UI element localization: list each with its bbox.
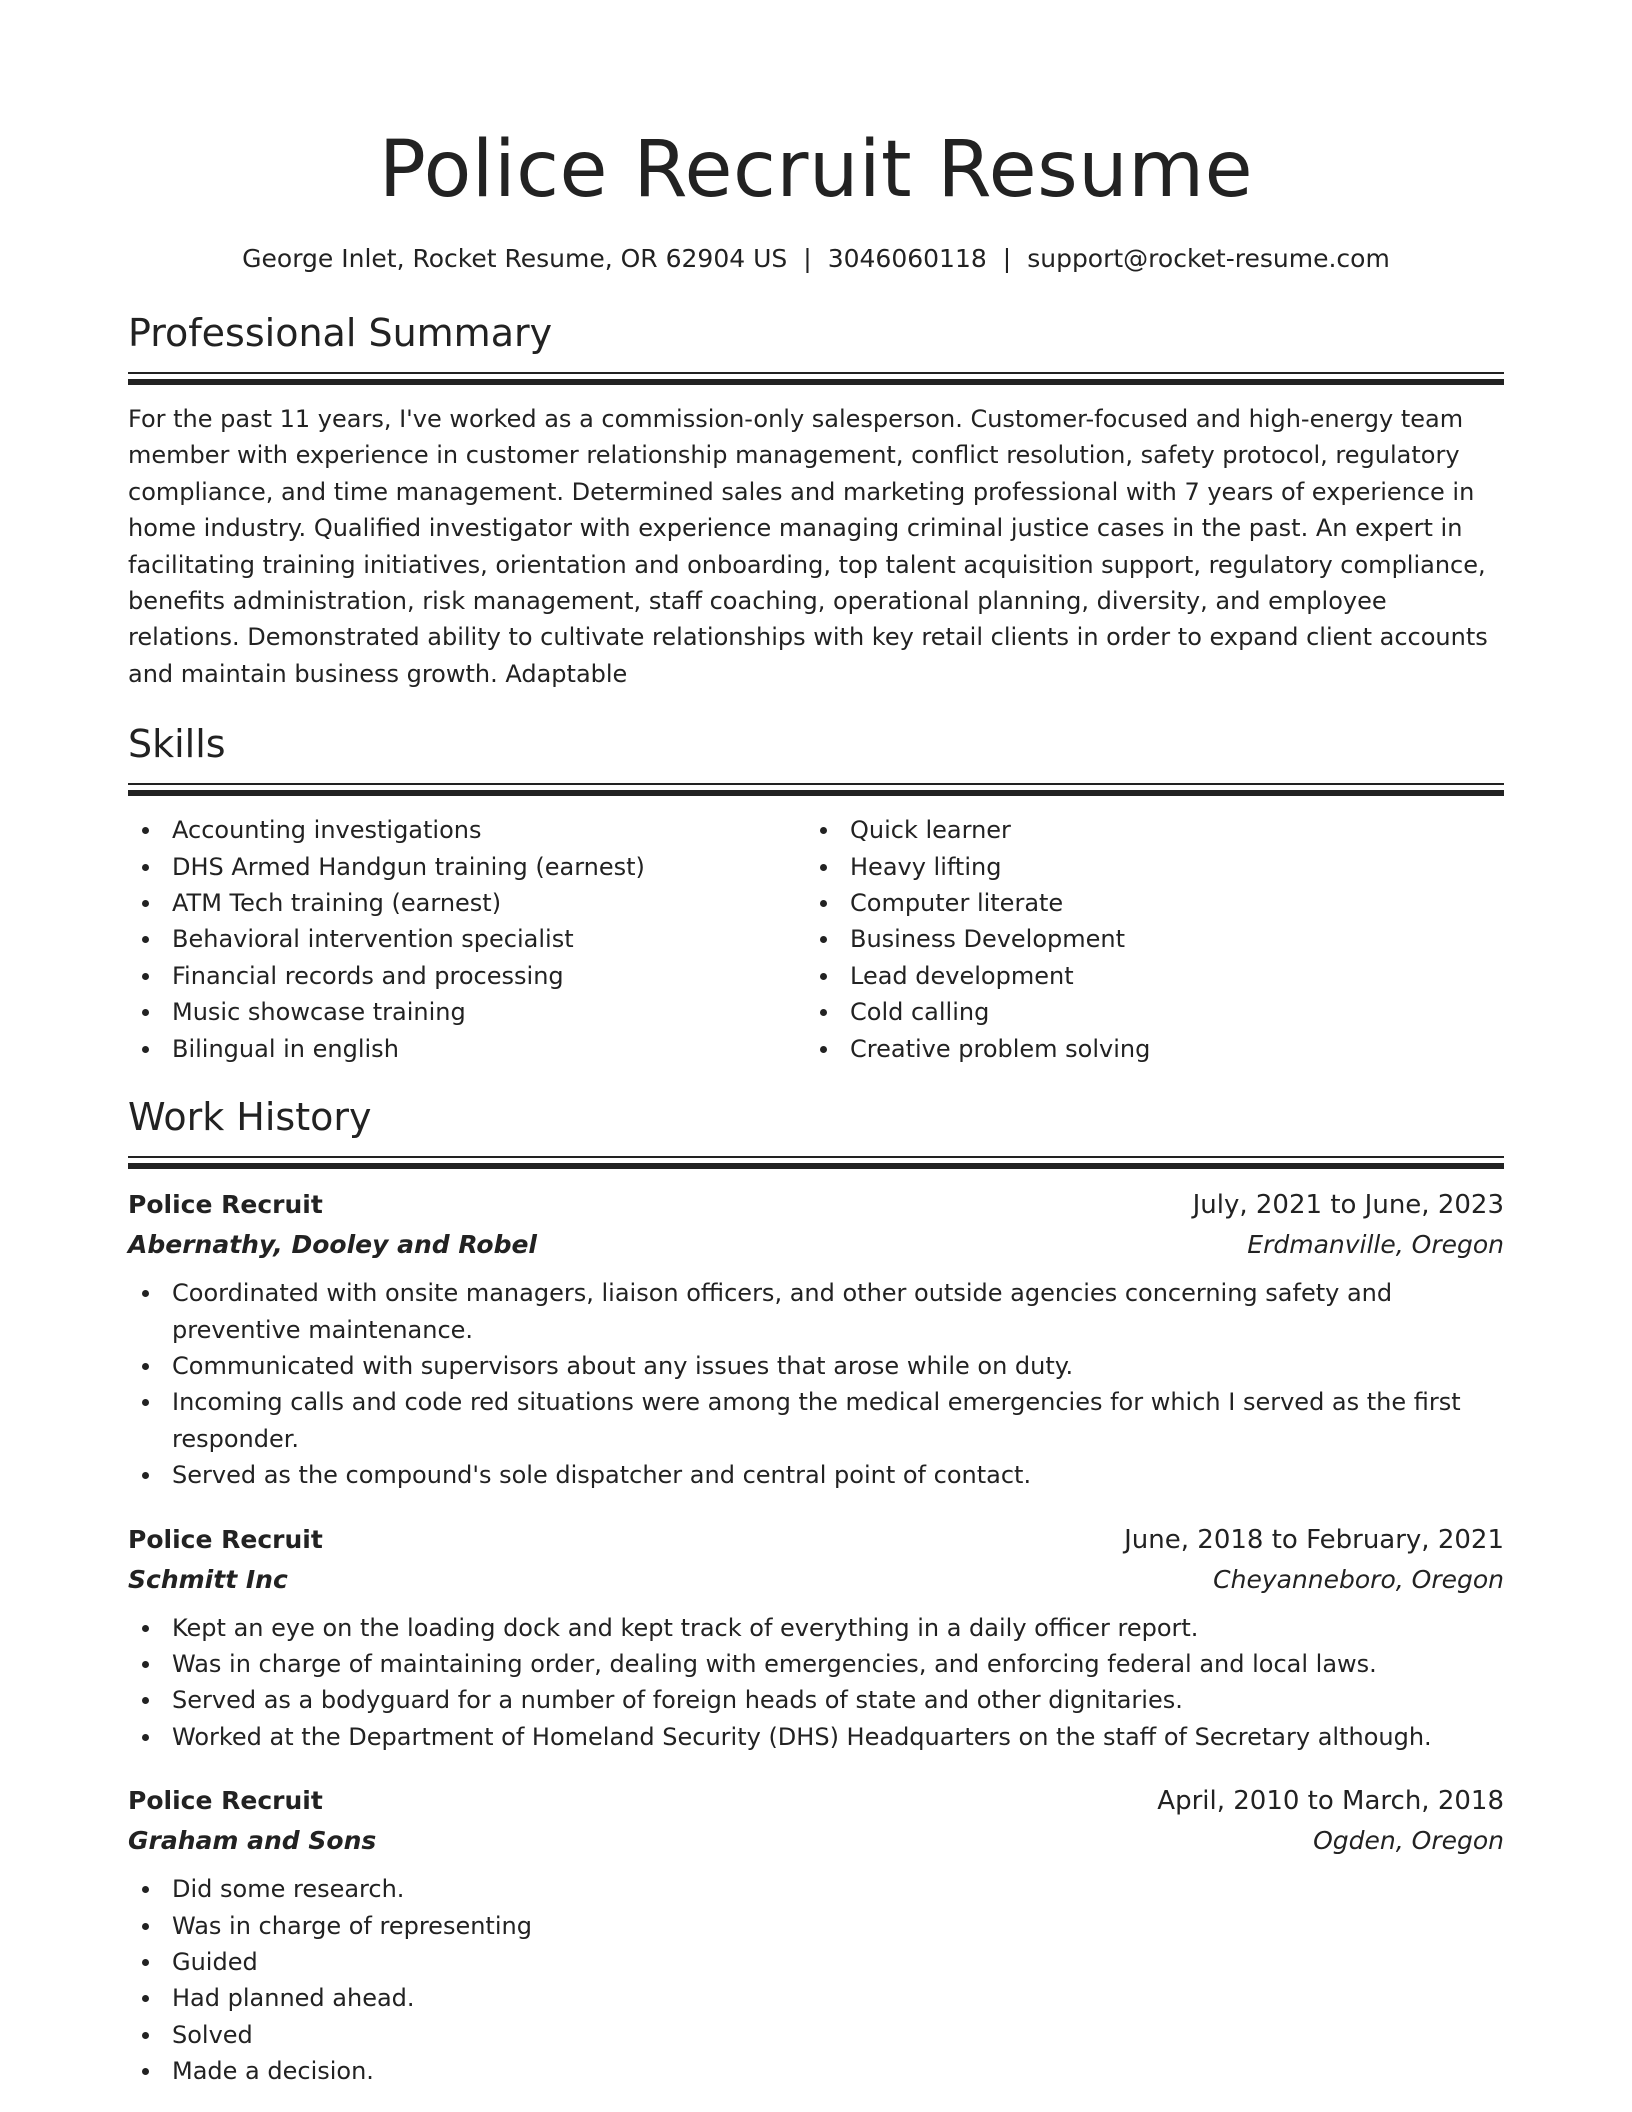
skill-item: Behavioral intervention specialist xyxy=(128,921,806,957)
duty-item: Made a decision. xyxy=(128,2053,1504,2089)
work-history-section xyxy=(128,1091,1504,2090)
contact-line xyxy=(128,242,1504,276)
duty-item: Served as the compound's sole dispatcher and central point of contact. xyxy=(128,1457,1504,1493)
job-duties xyxy=(128,1275,1504,1493)
skill-item: Quick learner xyxy=(806,812,1484,848)
duty-item: Coordinated with onsite managers, liaison officers, and other outside agencies concerning safety and preventive maintenance. xyxy=(128,1275,1504,1348)
section-divider xyxy=(128,372,1504,374)
job-entry xyxy=(128,1185,1504,1493)
section-divider-thick xyxy=(128,1163,1504,1169)
skills-section xyxy=(128,718,1504,1067)
job-dates: June, 2018 to February, 2021 xyxy=(1124,1524,1504,1555)
skills-columns xyxy=(128,812,1504,1067)
contact-separator: | xyxy=(1002,244,1012,273)
job-company-row xyxy=(128,1225,1504,1265)
job-company: Abernathy, Dooley and Robel xyxy=(128,1230,537,1260)
duty-item: Solved xyxy=(128,2017,1504,2053)
contact-phone: 3046060118 xyxy=(827,244,987,273)
job-location: Cheyanneboro, Oregon xyxy=(1213,1564,1504,1594)
skill-item: Accounting investigations xyxy=(128,812,806,848)
duty-item: Incoming calls and code red situations were among the medical emergencies for which I served as the first responder. xyxy=(128,1384,1504,1457)
skill-item: Lead development xyxy=(806,958,1484,994)
duty-item: Was in charge of maintaining order, dealing with emergencies, and enforcing federal and local laws. xyxy=(128,1646,1504,1682)
job-title: Police Recruit xyxy=(128,1786,323,1816)
section-divider xyxy=(128,1156,1504,1158)
job-entry xyxy=(128,1781,1504,2089)
work-history-heading: Work History xyxy=(128,1095,372,1140)
job-duties xyxy=(128,1610,1504,1756)
summary-text: For the past 11 years, I've worked as a commission-only salesperson. Customer-focused and high-energy team member with experience in customer relationship management, conflict resolution, safety protocol, regulatory compliance, and time management. Determined sales and marketing professional with 7 years of experience in home industry. Qualified investigator with experience managing criminal justice cases in the past. An expert in facilitating training initiatives, orientation and onboarding, top talent acquisition support, regulatory compliance, benefits administration, risk management, staff coaching, operational planning, diversity, and employee relations. Demonstrated ability to cultivate relationships with key retail clients in order to expand client accounts and maintain business growth. Adaptable xyxy=(128,405,1488,688)
resume-title: Police Recruit Resume xyxy=(378,125,1254,215)
job-company: Schmitt Inc xyxy=(128,1564,288,1594)
job-entry xyxy=(128,1520,1504,1756)
skills-heading: Skills xyxy=(128,722,226,767)
job-duties xyxy=(128,1871,1504,2089)
duty-item: Worked at the Department of Homeland Security (DHS) Headquarters on the staff of Secretary although. xyxy=(128,1719,1504,1755)
contact-address: George Inlet, Rocket Resume, OR 62904 US xyxy=(242,244,788,273)
duty-item: Guided xyxy=(128,1944,1504,1980)
job-header-row xyxy=(128,1520,1504,1560)
contact-email: support@rocket-resume.com xyxy=(1027,244,1390,273)
duty-item: Did some research. xyxy=(128,1871,1504,1907)
job-location: Erdmanville, Oregon xyxy=(1247,1230,1504,1260)
job-company: Graham and Sons xyxy=(128,1826,377,1856)
resume-page xyxy=(128,0,1504,2090)
job-dates: July, 2021 to June, 2023 xyxy=(1192,1190,1504,1221)
skill-item: Music showcase training xyxy=(128,994,806,1030)
skill-item: Heavy lifting xyxy=(806,849,1484,885)
skill-item: Creative problem solving xyxy=(806,1031,1484,1067)
job-header-row xyxy=(128,1781,1504,1821)
job-dates: April, 2010 to March, 2018 xyxy=(1157,1786,1504,1817)
skill-item: Business Development xyxy=(806,921,1484,957)
skill-item: Bilingual in english xyxy=(128,1031,806,1067)
duty-item: Served as a bodyguard for a number of foreign heads of state and other dignitaries. xyxy=(128,1682,1504,1718)
job-title: Police Recruit xyxy=(128,1524,323,1554)
job-location: Ogden, Oregon xyxy=(1313,1826,1504,1856)
contact-separator: | xyxy=(803,244,812,273)
skill-item: DHS Armed Handgun training (earnest) xyxy=(128,849,806,885)
section-divider-thick xyxy=(128,379,1504,385)
job-company-row xyxy=(128,1821,1504,1861)
skill-item: Cold calling xyxy=(806,994,1484,1030)
duty-item: Was in charge of representing xyxy=(128,1908,1504,1944)
job-title: Police Recruit xyxy=(128,1190,323,1220)
job-company-row xyxy=(128,1560,1504,1600)
summary-heading: Professional Summary xyxy=(128,311,553,355)
skill-item: ATM Tech training (earnest) xyxy=(128,885,806,921)
summary-section xyxy=(128,307,1504,692)
skills-list-right xyxy=(806,812,1484,1067)
duty-item: Had planned ahead. xyxy=(128,1980,1504,2016)
skill-item: Computer literate xyxy=(806,885,1484,921)
duty-item: Communicated with supervisors about any issues that arose while on duty. xyxy=(128,1348,1504,1384)
duty-item: Kept an eye on the loading dock and kept track of everything in a daily officer report. xyxy=(128,1610,1504,1646)
section-divider-thick xyxy=(128,790,1504,796)
skills-list-left xyxy=(128,812,806,1067)
section-divider xyxy=(128,783,1504,785)
job-header-row xyxy=(128,1185,1504,1225)
skill-item: Financial records and processing xyxy=(128,958,806,994)
